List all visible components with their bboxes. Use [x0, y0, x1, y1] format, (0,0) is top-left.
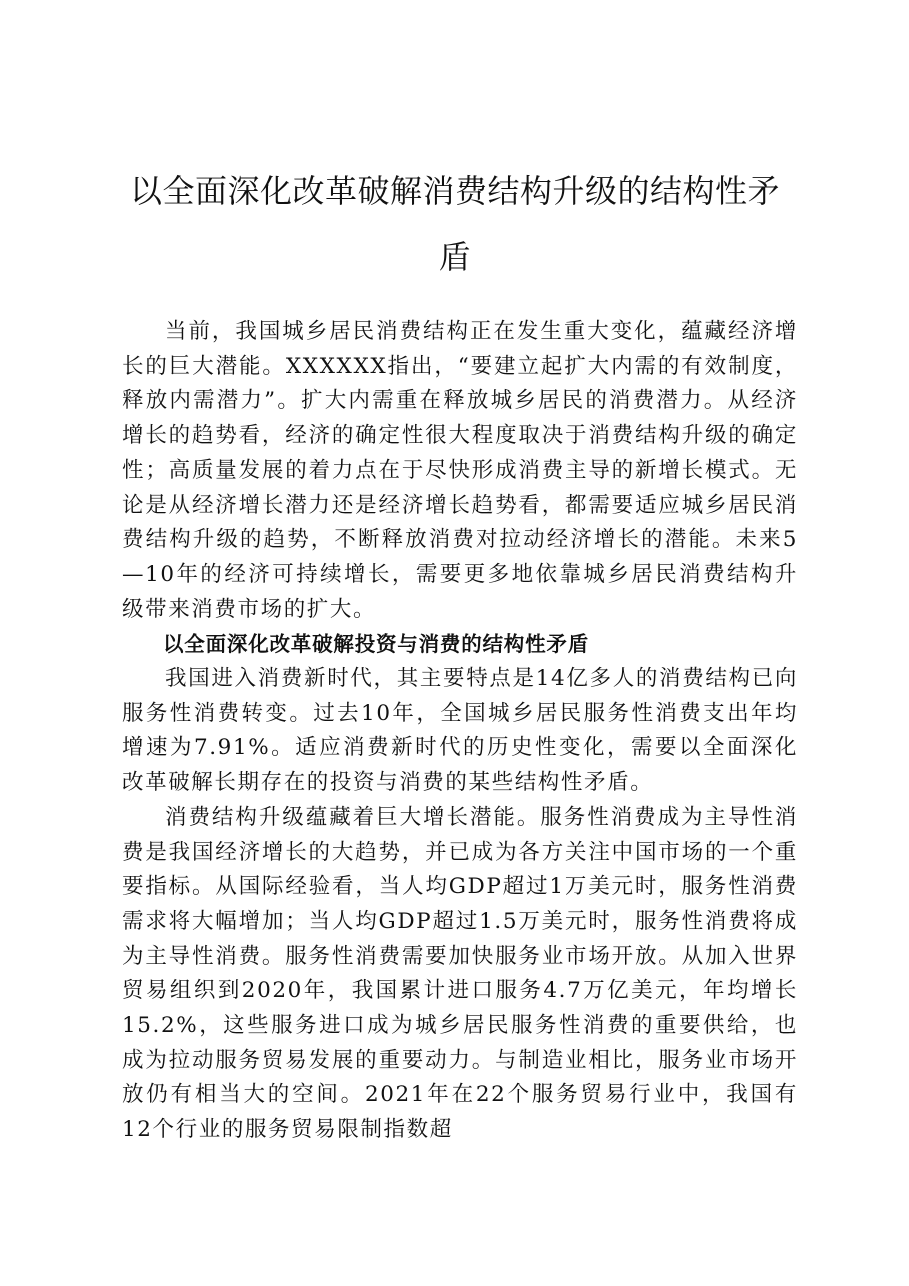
document-title: 以全面深化改革破解消费结构升级的结构性矛盾 — [129, 172, 780, 276]
section-heading: 以全面深化改革破解投资与消费的结构性矛盾 — [163, 632, 589, 657]
document-body — [122, 315, 798, 1148]
paragraph-consumption-era: 我国进入消费新时代，其主要特点是14亿多人的消费结构已向服务性消费转变。过去10年，全国城乡居民服务性消费支出年均增速为7.91%。适应消费新时代的历史性变化，需要以全面深化改革破解长期存在的投资与消费的某些结构性矛盾。 — [122, 666, 798, 796]
paragraph-service-consumption: 消费结构升级蕴藏着巨大增长潜能。服务性消费成为主导性消费是我国经济增长的大趋势，并已成为各方关注中国市场的一个重要指标。从国际经验看，当人均GDP超过1万美元时，服务性消费需求将大幅增加；当人均GDP超过1.5万美元时，服务性消费将成为主导性消费。服务性消费需要加快服务业市场开放。从加入世界贸易组织到2020年，我国累计进口服务4.7万亿美元，年均增长15.2%，这些服务进口成为城乡居民服务性消费的重要供给，也成为拉动服务贸易发展的重要动力。与制造业相比，服务业市场开放仍有相当大的空间。2021年在22个服务贸易行业中，我国有12个行业的服务贸易限制指数超 — [122, 804, 798, 1143]
paragraph-intro: 当前，我国城乡居民消费结构正在发生重大变化，蕴藏经济增长的巨大潜能。XXXXXX指出，“要建立起扩大内需的有效制度，释放内需潜力”。扩大内需重在释放城乡居民的消费潜力。从经济增长的趋势看，经济的确定性很大程度取决于消费结构升级的确定性；高质量发展的着力点在于尽快形成消费主导的新增长模式。无论是从经济增长潜力还是经济增长趋势看，都需要适应城乡居民消费结构升级的趋势，不断释放消费对拉动经济增长的潜能。未来5—10年的经济可持续增长，需要更多地依靠城乡居民消费结构升级带来消费市场的扩大。 — [122, 319, 798, 622]
